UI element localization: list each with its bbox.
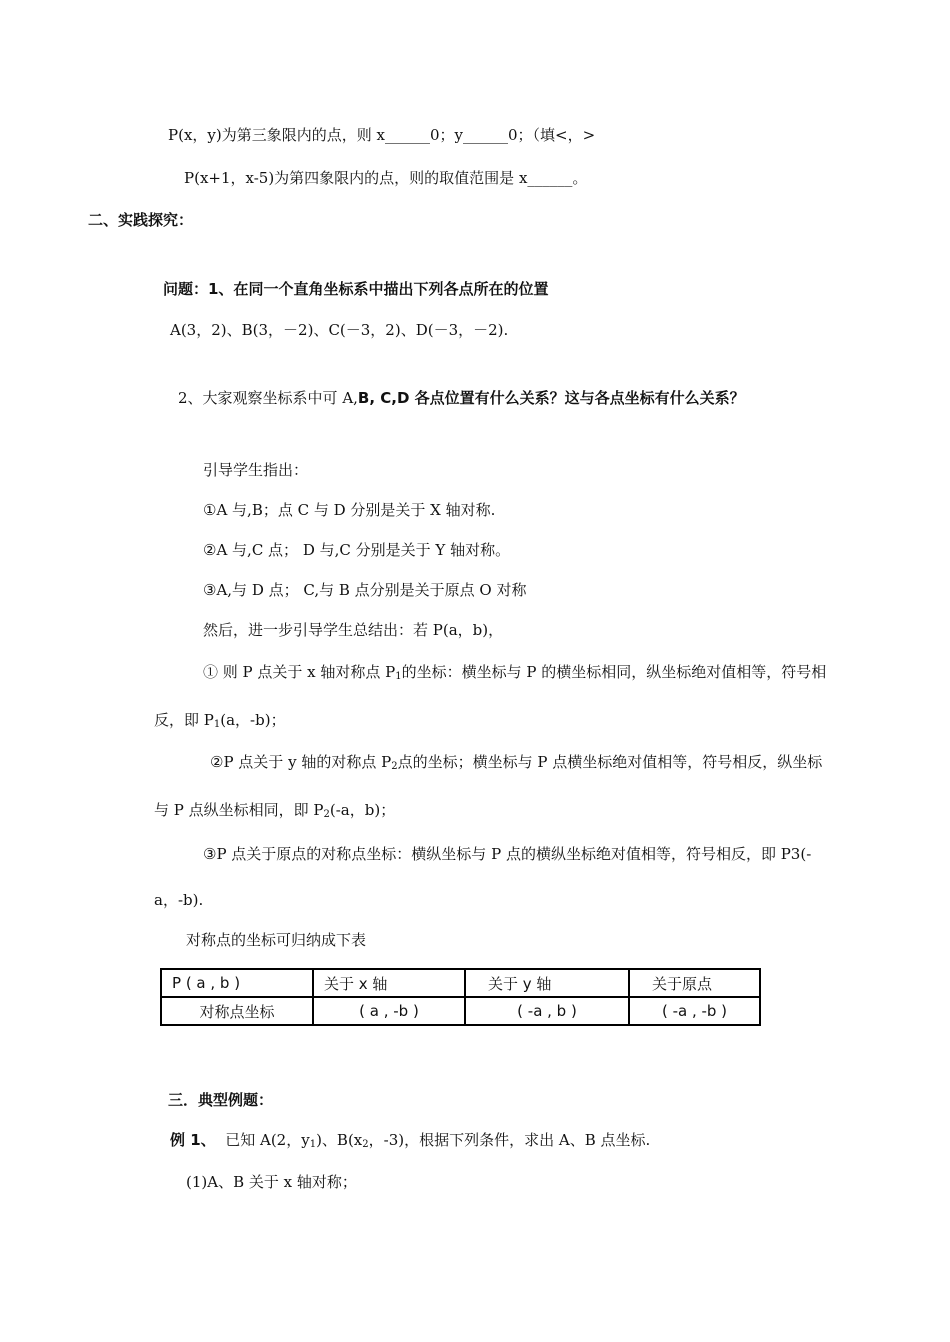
example-1 [170, 1130, 650, 1155]
table-header-cell: P ( a , b ) [161, 969, 313, 997]
section-3-heading: 三．典型例题： [168, 1091, 274, 1109]
example-1-text: 已知 A(2，y [225, 1131, 310, 1149]
rule-2-text: ②P 点关于 y 轴的对称点 P [210, 753, 392, 771]
rule-3-line-a: ③P 点关于原点的对称点坐标：横纵坐标与 P 点的横纵坐标绝对值相等，符号相反，即 P3(- [203, 845, 812, 863]
table-header-cell: 关于 y 轴 [465, 969, 629, 997]
table-header-cell: 关于原点 [629, 969, 760, 997]
summary-text: 然后，进一步引导学生总结出：若 P(a，b)， [203, 621, 504, 639]
rule-2-line-b [154, 800, 395, 825]
question-2 [178, 388, 745, 408]
rule-2-text: 与 P 点纵坐标相同，即 P [154, 801, 324, 819]
guide-text: 引导学生指出： [203, 461, 309, 479]
subscript: 1 [213, 719, 221, 730]
table-header-cell: 关于 x 轴 [313, 969, 465, 997]
rule-3-line-b: a，-b). [154, 891, 204, 909]
table-cell: ( -a , b ) [465, 997, 629, 1025]
rule-1-text-cont: (a，-b)； [220, 711, 286, 729]
example-1-condition-1: (1)A、B 关于 x 轴对称； [186, 1173, 357, 1191]
rule-1-text: 反，即 P [154, 711, 214, 729]
rule-1-line-b [154, 710, 286, 735]
table-cell: 对称点坐标 [161, 997, 313, 1025]
question-2-bold: B, C,D 各点位置有什么关系？这与各点坐标有什么关系？ [357, 389, 745, 407]
fill-in-line-1: P(x，y)为第三象限内的点，则 x______0；y______0；（填<，> [168, 126, 596, 144]
subscript: 2 [323, 809, 330, 820]
section-2-heading: 二、实践探究： [88, 211, 194, 229]
rule-2-text-cont: 点的坐标；横坐标与 P 点横坐标绝对值相等，符号相反，纵坐标 [397, 753, 823, 771]
rule-2-text-cont: (-a，b)； [329, 801, 396, 819]
question-1-points: A(3，2)、B(3，－2)、C(－3，2)、D(－3，－2). [170, 321, 509, 339]
example-1-text: )、B(x [316, 1131, 363, 1149]
table-header-row [161, 969, 760, 997]
observation-1: ①A 与,B；点 C 与 D 分别是关于 X 轴对称. [203, 501, 496, 519]
table-intro: 对称点的坐标可归纳成下表 [186, 931, 367, 949]
fill-in-line-2: P(x+1，x-5)为第四象限内的点，则的取值范围是 x______。 [184, 169, 588, 187]
observation-2: ②A 与,C 点； D 与,C 分别是关于 Y 轴对称。 [203, 541, 511, 559]
rule-1-text-cont: 的坐标：横坐标与 P 的横坐标相同，纵坐标绝对值相等，符号相 [401, 663, 827, 681]
example-1-label: 例 1、 [170, 1131, 216, 1149]
table-row [161, 997, 760, 1025]
subscript: 2 [391, 761, 398, 772]
example-1-text: ，-3)，根据下列条件，求出 A、B 点坐标. [368, 1131, 651, 1149]
rule-2-line-a [210, 752, 822, 777]
subscript: 2 [362, 1139, 369, 1150]
observation-3: ③A,与 D 点； C,与 B 点分别是关于原点 O 对称 [203, 581, 527, 599]
question-1-title: 问题：1、在同一个直角坐标系中描出下列各点所在的位置 [163, 280, 549, 298]
question-2-prefix: 2、大家观察坐标系中可 A, [178, 389, 358, 407]
table-cell: ( a , -b ) [313, 997, 465, 1025]
table-cell: ( -a , -b ) [629, 997, 760, 1025]
symmetry-table [160, 968, 761, 1026]
subscript: 1 [309, 1139, 317, 1150]
rule-1-text: ① 则 P 点关于 x 轴对称点 P [203, 663, 396, 681]
rule-1-line-a [203, 662, 826, 687]
subscript: 1 [395, 671, 402, 682]
